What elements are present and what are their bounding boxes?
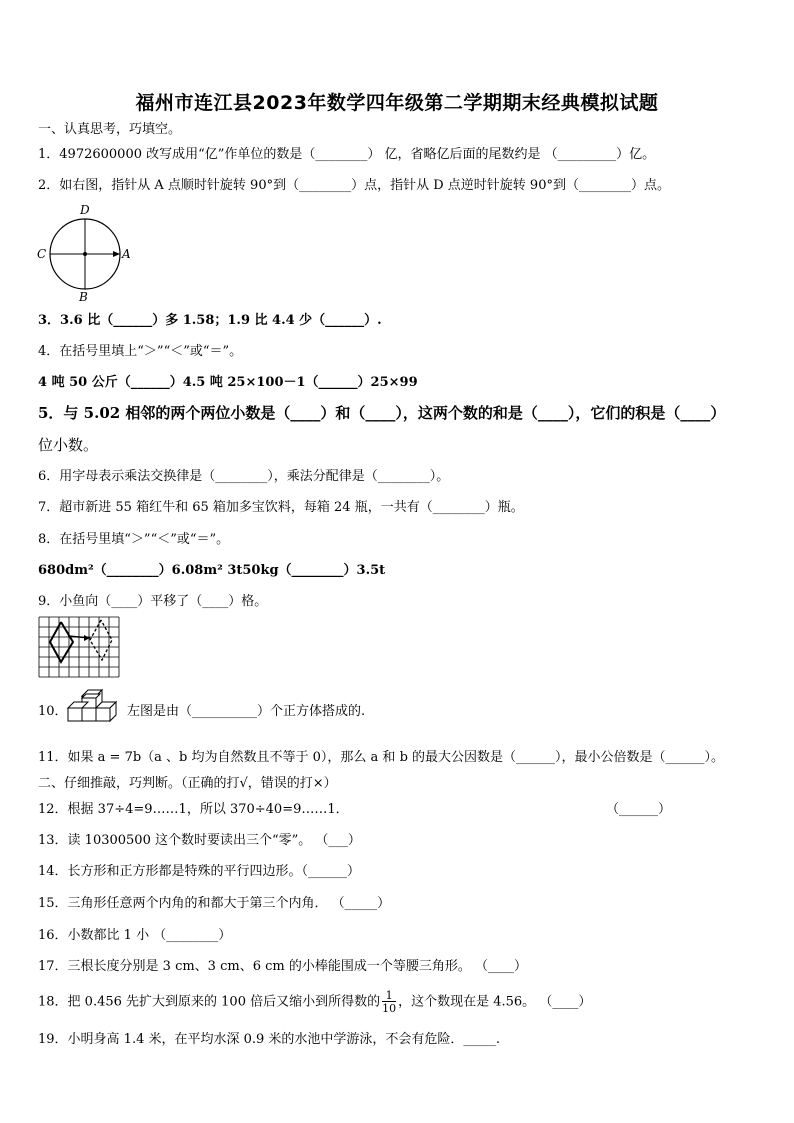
- fish-grid-diagram: [38, 616, 120, 678]
- section-1-heading: 一、认真思考，巧填空。: [38, 122, 182, 137]
- cubes-diagram: [64, 688, 126, 728]
- question-15: 15．三角形任意两个内角的和都大于第三个内角． （_____）: [38, 896, 391, 911]
- question-9: 9．小鱼向（____）平移了（____）格。: [38, 594, 268, 609]
- question-11: 11．如果 a = 7b（a 、b 均为自然数且不等于 0），那么 a 和 b 的最大公因数是（______），最小公倍数是（______）。: [38, 750, 725, 765]
- question-10-text: 左图是由（__________）个正方体搭成的.: [127, 704, 366, 719]
- question-12: 12．根据 37÷4=9……1，所以 370÷40=9……1．: [38, 802, 349, 817]
- question-18-part-a: 18．把 0.456 先扩大到原来的 100 倍后又缩小到所得数的: [38, 994, 381, 1010]
- question-5: 5．与 5.02 相邻的两个两位小数是（____）和（____），这两个数的和是（____），它们的积是（____）: [38, 404, 726, 422]
- question-19: 19．小明身高 1.4 米，在平均水深 0.9 米的水池中学游泳，不会有危险．_____.: [38, 1032, 501, 1047]
- page-title: 福州市连江县2023年数学四年级第二学期期末经典模拟试题: [135, 92, 659, 114]
- question-12-blank: （______）: [606, 802, 672, 817]
- question-5-continued: 位小数。: [38, 436, 99, 454]
- pointer-arrow: [113, 251, 120, 257]
- question-6: 6．用字母表示乘法交换律是（________），乘法分配律是（________）。: [38, 469, 450, 484]
- label-c: C: [37, 247, 47, 261]
- question-8-sub: 680dm²（________）6.08m² 3t50kg（________）3.5t: [38, 563, 386, 578]
- fish-original: [50, 622, 73, 662]
- question-4: 4．在括号里填上“＞”“＜”或“＝”。: [38, 344, 243, 359]
- question-10-number: 10．: [38, 704, 68, 719]
- label-a: A: [122, 247, 131, 261]
- label-d: D: [80, 203, 90, 217]
- question-13: 13．读 10300500 这个数时要读出三个“零”。 （___）: [38, 833, 361, 848]
- question-1: 1．4972600000 改写成用“亿”作单位的数是（________） 亿，省略亿后面的尾数约是 （_________）亿。: [38, 147, 656, 162]
- question-18-part-b: ，这个数现在是 4.56。 （____）: [398, 994, 592, 1010]
- question-2: 2．如右图，指针从 A 点顺时针旋转 90°到（________）点，指针从 D 点逆时针旋转 90°到（________）点。: [38, 178, 670, 193]
- fraction-one-tenth: [382, 990, 396, 1014]
- question-3: 3．3.6 比（______）多 1.58；1.9 比 4.4 少（______）.: [38, 313, 382, 328]
- label-b: B: [79, 290, 88, 303]
- center-dot: [83, 252, 87, 256]
- question-7: 7．超市新进 55 箱红牛和 65 箱加多宝饮料，每箱 24 瓶，一共有（________）瓶。: [38, 500, 524, 515]
- cube-stack: [68, 690, 116, 721]
- question-8: 8．在括号里填“＞”“＜”或“＝”。: [38, 532, 230, 547]
- question-16: 16．小数都比 1 小 （________）: [38, 928, 232, 943]
- section-2-heading: 二、仔细推敲，巧判断。（正确的打√，错误的打×）: [38, 776, 337, 791]
- fraction-denominator: 10: [382, 1002, 397, 1015]
- question-14: 14．长方形和正方形都是特殊的平行四边形。（______）: [38, 864, 361, 879]
- question-17: 17．三根长度分别是 3 cm、3 cm、6 cm 的小棒能围成一个等腰三角形。 （____）: [38, 959, 527, 974]
- question-4-sub: 4 吨 50 公斤（______）4.5 吨 25×100－1（______）25×99: [38, 375, 418, 390]
- circle-diagram: [34, 203, 134, 303]
- grid-lines: [39, 617, 119, 677]
- question-18: [38, 990, 591, 1014]
- fraction-numerator: 1: [385, 989, 393, 1002]
